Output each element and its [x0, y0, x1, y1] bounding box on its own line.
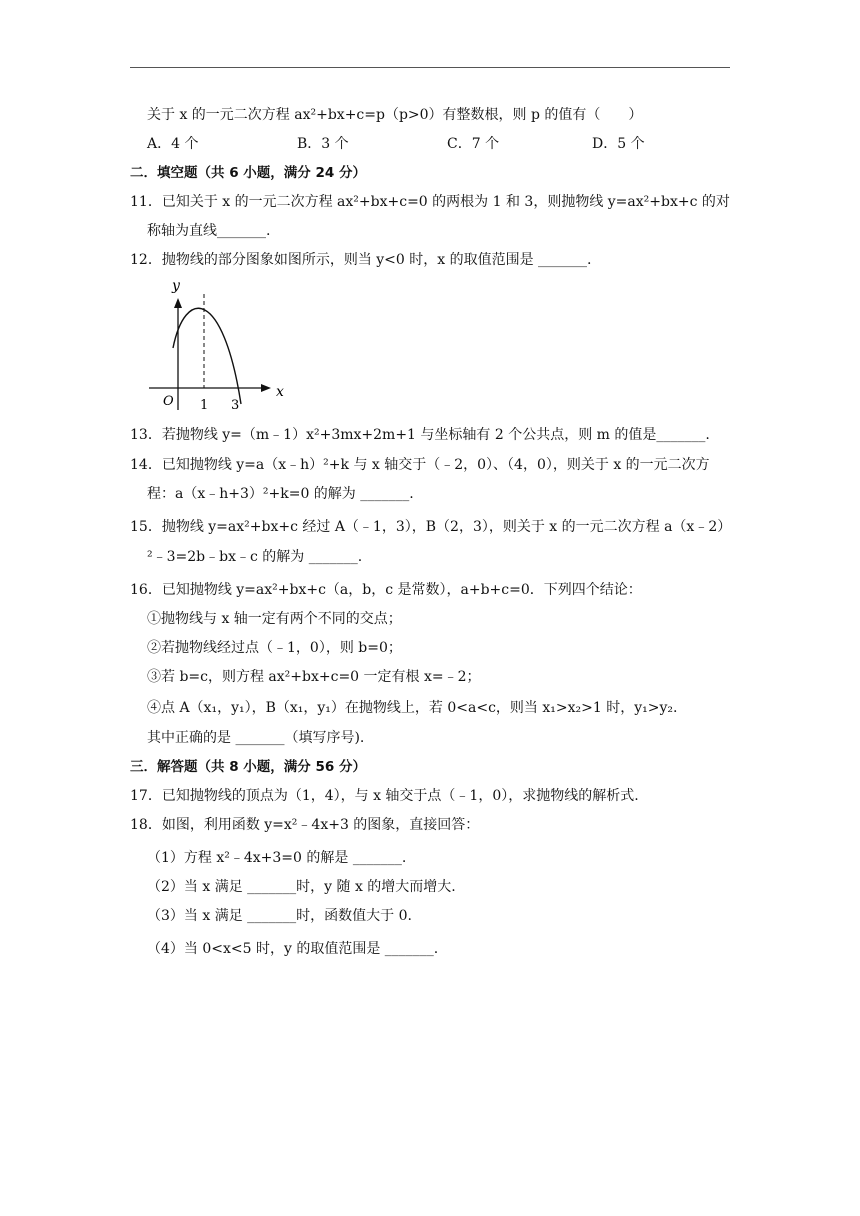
q16-line1: 16．已知抛物线 y=ax²+bx+c（a，b，c 是常数），a+b+c=0．下列四个结论：	[130, 582, 642, 598]
section-2-title: 二．填空题（共 6 小题，满分 24 分）	[130, 165, 366, 181]
q10-option-c: C．7 个	[447, 136, 500, 152]
q10-option-d: D．5 个	[592, 136, 645, 152]
x-axis-arrow	[261, 384, 271, 392]
origin-label: O	[163, 394, 174, 409]
q14-line1: 14．已知抛物线 y=a（x﹣h）²+k 与 x 轴交于（﹣2，0）、（4，0），则关于 x 的一元二次方	[130, 457, 710, 473]
q11-line1: 11．已知关于 x 的一元二次方程 ax²+bx+c=0 的两根为 1 和 3，则抛物线 y=ax²+bx+c 的对	[130, 194, 730, 210]
tick-label-3: 3	[231, 398, 240, 413]
q17-line1: 17．已知抛物线的顶点为（1，4），与 x 轴交于点（﹣1，0），求抛物线的解析式.	[130, 788, 639, 804]
q18-item-2: （2）当 x 满足 _______时，y 随 x 的增大而增大.	[147, 879, 456, 895]
section-3-title: 三．解答题（共 8 小题，满分 56 分）	[130, 759, 366, 775]
x-axis-label: x	[276, 384, 284, 400]
q16-item-2: ②若抛物线经过点（﹣1，0），则 b=0；	[147, 640, 402, 656]
y-axis-arrow	[174, 298, 182, 308]
q10-option-b: B．3 个	[297, 136, 349, 152]
q16-item-1: ①抛物线与 x 轴一定有两个不同的交点；	[147, 611, 402, 627]
q16-item-4: ④点 A（x₁，y₁），B（x₁，y₁）在抛物线上，若 0<a<c，则当 x₁>x₂>1 时，y₁>y₂.	[147, 700, 678, 716]
parabola-curve	[173, 308, 241, 404]
q15-line2: ²﹣3=2b﹣bx﹣c 的解为 _______.	[147, 549, 363, 565]
q14-line2: 程：a（x﹣h+3）²+k=0 的解为 _______.	[147, 486, 414, 502]
q10-stem: 关于 x 的一元二次方程 ax²+bx+c=p（p>0）有整数根，则 p 的值有（ ）	[147, 107, 643, 123]
q15-line1: 15．抛物线 y=ax²+bx+c 经过 A（﹣1，3），B（2，3），则关于 x 的一元二次方程 a（x﹣2）	[130, 519, 732, 535]
q18-item-1: （1）方程 x²﹣4x+3=0 的解是 _______.	[147, 850, 407, 866]
q12-line1: 12．抛物线的部分图象如图所示，则当 y<0 时，x 的取值范围是 _______.	[130, 252, 592, 268]
y-axis-label: y	[172, 278, 180, 294]
q18-item-4: （4）当 0<x<5 时，y 的取值范围是 _______.	[147, 941, 439, 957]
q16-item-3: ③若 b=c，则方程 ax²+bx+c=0 一定有根 x=﹣2；	[147, 669, 481, 685]
header-rule	[130, 67, 730, 68]
tick-label-1: 1	[200, 398, 209, 413]
q13-line1: 13．若抛物线 y=（m﹣1）x²+3mx+2m+1 与坐标轴有 2 个公共点，则 m 的值是_______.	[130, 427, 710, 443]
q12-parabola-graph	[145, 278, 295, 418]
q18-line1: 18．如图，利用函数 y=x²﹣4x+3 的图象，直接回答：	[130, 817, 480, 833]
q18-item-3: （3）当 x 满足 _______时，函数值大于 0.	[147, 908, 412, 924]
q11-line2: 称轴为直线_______.	[147, 223, 271, 239]
q10-option-a: A．4 个	[147, 136, 199, 152]
q16-tail: 其中正确的是 _______（填写序号).	[147, 730, 365, 746]
